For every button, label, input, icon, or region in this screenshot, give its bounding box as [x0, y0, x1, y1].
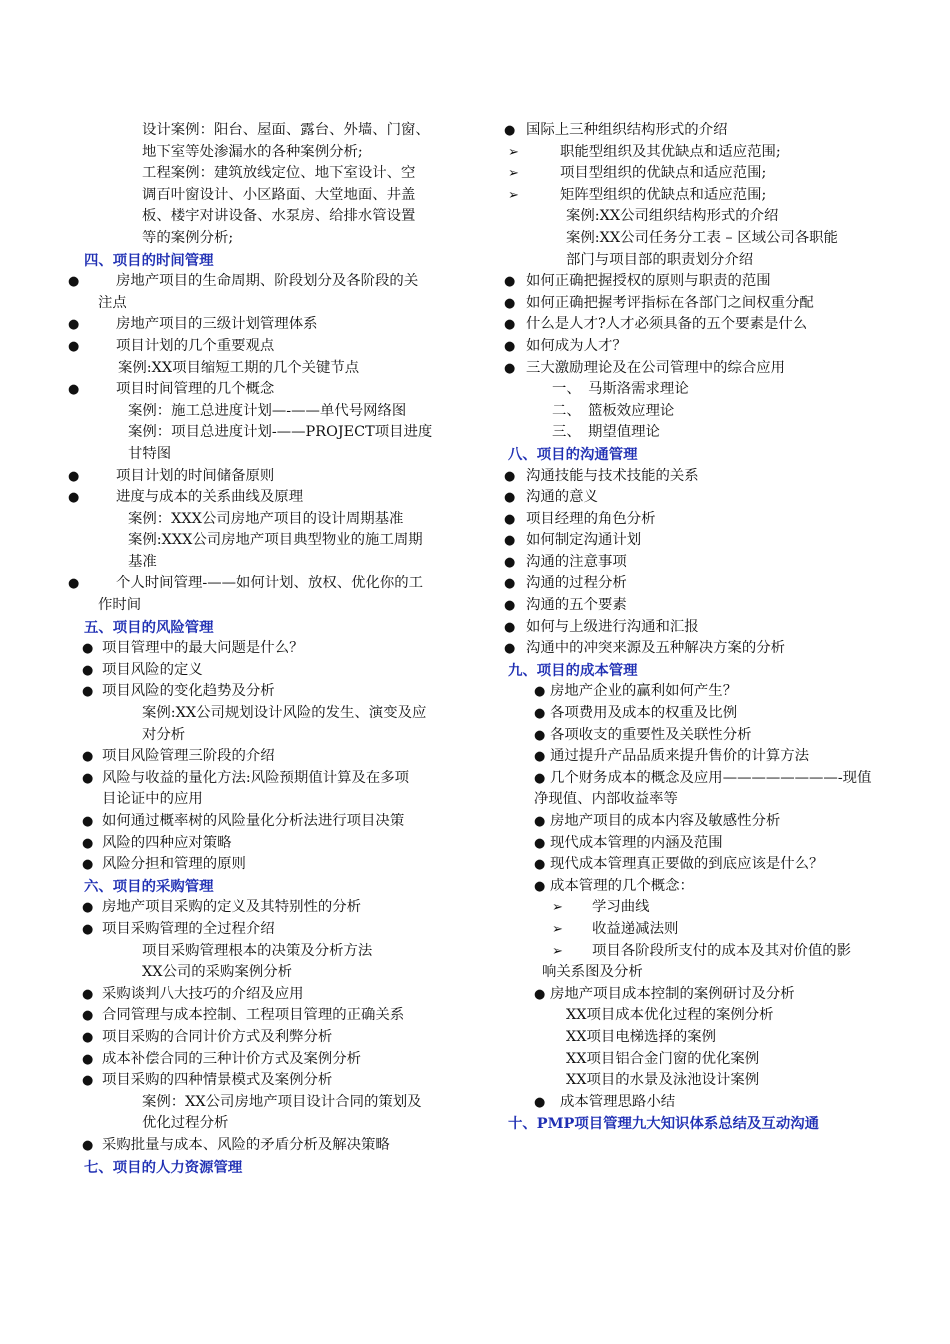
line-text: 房地产企业的赢利如何产生？	[550, 683, 738, 700]
outline-line	[504, 250, 894, 272]
bullet-dot-icon: ●	[534, 878, 546, 894]
line-text: 板、楼宇对讲设备、水泵房、给排水管设置	[142, 208, 416, 225]
line-text: 房地产项目的三级计划管理体系	[116, 316, 318, 333]
arrow-bullet-icon: ➢	[508, 187, 519, 203]
outline-line	[64, 530, 464, 552]
line-text: 设计案例：阳台、屋面、露台、外墙、门窗、	[142, 122, 430, 138]
outline-line	[504, 487, 894, 509]
bullet-dot-icon: ●	[534, 749, 546, 765]
line-text: 案例:XX公司组织结构形式的介绍	[566, 208, 779, 225]
outline-line	[504, 573, 894, 595]
outline-line	[64, 466, 464, 488]
bullet-dot-icon: ●	[82, 814, 94, 829]
bullet-dot-icon: ●	[82, 1008, 94, 1024]
outline-line	[64, 163, 464, 185]
line-text: XX项目铝合金门窗的优化案例	[566, 1050, 760, 1067]
line-text: 三、 期望值理论	[552, 424, 660, 441]
line-text: 基准	[128, 553, 157, 570]
outline-line	[64, 854, 464, 876]
line-text: 净现值、内部收益率等	[534, 791, 678, 808]
outline-line	[504, 1027, 894, 1049]
line-text: 学习曲线	[592, 899, 650, 916]
outline-line	[64, 703, 464, 725]
bullet-dot-icon: ●	[534, 814, 546, 829]
line-text: 作时间	[98, 597, 142, 614]
outline-line	[64, 509, 464, 531]
outline-line	[64, 314, 464, 336]
line-text: 房地产项目成本控制的案例研讨及分析	[550, 985, 795, 1002]
line-text: 十、PMP项目管理九大知识体系总结及互动沟通	[508, 1115, 819, 1133]
bullet-dot-icon: ●	[68, 468, 80, 484]
section-heading	[64, 1157, 464, 1179]
outline-line	[64, 919, 464, 941]
bullet-dot-icon: ●	[504, 554, 516, 570]
outline-line	[504, 811, 894, 833]
line-text: 如何正确把握考评指标在各部门之间权重分配	[526, 294, 814, 311]
line-text: 沟通的注意事项	[526, 553, 627, 570]
section-heading	[64, 617, 464, 639]
outline-line	[64, 984, 464, 1006]
arrow-bullet-icon: ➢	[508, 166, 519, 182]
outline-line	[504, 854, 894, 876]
line-text: 沟通中的冲突来源及五种解决方案的分析	[526, 640, 786, 657]
line-text: XX公司的采购案例分析	[142, 964, 293, 981]
bullet-dot-icon: ●	[82, 1137, 94, 1153]
line-text: 部门与项目部的职责划分介绍	[566, 251, 754, 268]
outline-line	[64, 962, 464, 984]
line-text: 案例:XX公司规划设计风险的发生、演变及应	[142, 705, 427, 722]
outline-line	[504, 206, 894, 228]
bullet-dot-icon: ●	[534, 986, 546, 1002]
line-text: 国际上三种组织结构形式的介绍	[526, 122, 728, 138]
outline-line	[504, 984, 894, 1006]
line-text: 项目风险管理三阶段的介绍	[102, 748, 275, 765]
bullet-dot-icon: ●	[82, 749, 94, 765]
outline-line	[504, 833, 894, 855]
line-text: 响关系图及分析	[542, 964, 643, 981]
bullet-dot-icon: ●	[504, 619, 516, 635]
outline-line	[504, 703, 894, 725]
line-text: 五、项目的风险管理	[84, 618, 214, 636]
outline-line	[64, 660, 464, 682]
bullet-dot-icon: ●	[504, 490, 516, 506]
bullet-dot-icon: ●	[534, 706, 546, 722]
line-text: XX项目成本优化过程的案例分析	[566, 1007, 774, 1024]
outline-line	[64, 206, 464, 228]
outline-line	[504, 919, 894, 941]
outline-line	[504, 466, 894, 488]
bullet-dot-icon: ●	[68, 576, 80, 592]
outline-line	[504, 379, 894, 401]
outline-line	[64, 487, 464, 509]
bullet-dot-icon: ●	[504, 338, 516, 354]
line-text: 沟通的过程分析	[526, 575, 627, 592]
line-text: 如何与上级进行沟通和汇报	[526, 618, 699, 635]
outline-line	[64, 1135, 464, 1157]
outline-line	[504, 1005, 894, 1027]
line-text: 九、项目的成本管理	[508, 661, 638, 679]
line-text: 地下室等处渗漏水的各种案例分析;	[142, 143, 363, 160]
line-text: 进度与成本的关系曲线及原理	[116, 489, 304, 506]
bullet-dot-icon: ●	[82, 1029, 94, 1045]
bullet-dot-icon: ●	[504, 295, 516, 311]
line-text: 如何通过概率树的风险量化分析法进行项目决策	[102, 813, 405, 829]
line-text: 通过提升产品品质来提升售价的计算方法	[550, 748, 810, 765]
bullet-dot-icon: ●	[504, 317, 516, 333]
line-text: 一、 马斯洛需求理论	[552, 381, 689, 398]
outline-line	[64, 1005, 464, 1027]
outline-line	[64, 941, 464, 963]
line-text: 风险的四种应对策略	[102, 834, 232, 851]
outline-line	[504, 789, 894, 811]
outline-line	[504, 1049, 894, 1071]
line-text: 采购谈判八大技巧的介绍及应用	[102, 985, 304, 1002]
outline-line	[504, 876, 894, 898]
section-heading	[504, 1113, 894, 1135]
line-text: 如何成为人才？	[526, 337, 627, 354]
bullet-dot-icon: ●	[68, 274, 80, 290]
outline-line	[504, 314, 894, 336]
outline-line	[504, 595, 894, 617]
line-text: 项目计划的时间储备原则	[116, 467, 275, 484]
outline-line	[504, 552, 894, 574]
bullet-dot-icon: ●	[504, 468, 516, 484]
outline-line	[504, 768, 894, 790]
outline-line	[64, 293, 464, 315]
line-text: 项目型组织的优缺点和适应范围;	[560, 165, 767, 182]
outline-line	[64, 552, 464, 574]
outline-line	[64, 185, 464, 207]
outline-line	[504, 120, 894, 142]
outline-line	[64, 358, 464, 380]
line-text: 各项费用及成本的权重及比例	[550, 705, 738, 722]
bullet-dot-icon: ●	[82, 900, 94, 916]
bullet-dot-icon: ●	[504, 598, 516, 614]
bullet-dot-icon: ●	[82, 986, 94, 1002]
arrow-bullet-icon: ➢	[552, 921, 563, 937]
outline-line	[504, 638, 894, 660]
bullet-dot-icon: ●	[68, 338, 80, 354]
outline-line	[64, 789, 464, 811]
line-text: 三大激励理论及在公司管理中的综合应用	[526, 359, 786, 376]
outline-line	[504, 962, 894, 984]
section-heading	[64, 250, 464, 272]
line-text: 六、项目的采购管理	[84, 877, 214, 895]
line-text: 合同管理与成本控制、工程项目管理的正确关系	[102, 1007, 405, 1024]
bullet-dot-icon: ●	[82, 641, 94, 657]
bullet-dot-icon: ●	[534, 857, 546, 873]
line-text: 采购批量与成本、风险的矛盾分析及解决策略	[102, 1136, 390, 1153]
outline-line	[504, 336, 894, 358]
outline-line	[64, 595, 464, 617]
bullet-dot-icon: ●	[534, 835, 546, 851]
outline-line	[64, 422, 464, 444]
line-text: 房地产项目的生命周期、阶段划分及各阶段的关	[116, 273, 419, 290]
outline-line	[504, 271, 894, 293]
outline-line	[64, 1113, 464, 1135]
line-text: 优化过程分析	[142, 1115, 229, 1132]
outline-line	[64, 120, 464, 142]
outline-line	[64, 833, 464, 855]
section-heading	[64, 876, 464, 898]
line-text: 目论证中的应用	[102, 791, 203, 808]
line-text: 项目采购的合同计价方式及利弊分析	[102, 1028, 333, 1045]
line-text: 沟通的意义	[526, 489, 598, 506]
line-text: 案例：施工总进度计划—-——单代号网络图	[128, 402, 407, 419]
outline-line	[64, 444, 464, 466]
outline-line	[504, 681, 894, 703]
bullet-dot-icon: ●	[82, 770, 94, 786]
bullet-dot-icon: ●	[534, 1094, 546, 1110]
line-text: 项目管理中的最大问题是什么？	[102, 640, 304, 657]
bullet-dot-icon: ●	[504, 274, 516, 290]
outline-line	[64, 336, 464, 358]
outline-line	[64, 1049, 464, 1071]
outline-line	[64, 638, 464, 660]
line-text: 风险与收益的量化方法:风险预期值计算及在多项	[102, 769, 410, 786]
bullet-dot-icon: ●	[504, 576, 516, 592]
bullet-dot-icon: ●	[82, 1073, 94, 1089]
line-text: 房地产项目采购的定义及其特别性的分析	[102, 899, 362, 916]
outline-line	[504, 401, 894, 423]
outline-line	[504, 185, 894, 207]
arrow-bullet-icon: ➢	[552, 943, 563, 959]
line-text: 项目风险的定义	[102, 661, 203, 678]
outline-line	[64, 1070, 464, 1092]
bullet-dot-icon: ●	[82, 857, 94, 873]
outline-line	[64, 811, 464, 833]
line-text: 各项收支的重要性及关联性分析	[550, 726, 752, 743]
outline-line	[504, 509, 894, 531]
outline-line	[504, 530, 894, 552]
left-column	[64, 120, 464, 1178]
outline-line	[64, 725, 464, 747]
line-text: 案例:XXX公司房地产项目典型物业的施工周期	[128, 532, 423, 549]
line-text: 项目经理的角色分析	[526, 510, 656, 527]
line-text: 现代成本管理真正要做的到底应该是什么？	[550, 856, 824, 873]
line-text: XX项目电梯选择的案例	[566, 1028, 717, 1045]
bullet-dot-icon: ●	[504, 360, 516, 376]
outline-line	[64, 681, 464, 703]
section-heading	[504, 660, 894, 682]
line-text: 项目采购的四种情景模式及案例分析	[102, 1072, 333, 1089]
outline-line	[64, 897, 464, 919]
outline-line	[504, 1070, 894, 1092]
outline-line	[504, 617, 894, 639]
line-text: 职能型组织及其优缺点和适应范围;	[560, 143, 781, 160]
bullet-dot-icon: ●	[504, 123, 516, 138]
bullet-dot-icon: ●	[504, 511, 516, 527]
outline-line	[504, 897, 894, 919]
bullet-dot-icon: ●	[68, 490, 80, 506]
line-text: 对分析	[142, 726, 186, 743]
line-text: 工程案例：建筑放线定位、地下室设计、空	[142, 165, 416, 182]
outline-line	[504, 1092, 894, 1114]
line-text: 八、项目的沟通管理	[508, 445, 638, 463]
bullet-dot-icon: ●	[534, 684, 546, 700]
bullet-dot-icon: ●	[82, 1051, 94, 1067]
bullet-dot-icon: ●	[68, 382, 80, 398]
line-text: 二、 篮板效应理论	[552, 402, 675, 419]
line-text: 项目各阶段所支付的成本及其对价值的影	[592, 942, 852, 959]
bullet-dot-icon: ●	[82, 684, 94, 700]
outline-line	[504, 358, 894, 380]
arrow-bullet-icon: ➢	[508, 144, 519, 160]
line-text: 房地产项目的成本内容及敏感性分析	[550, 813, 781, 829]
outline-line	[64, 271, 464, 293]
outline-line	[504, 293, 894, 315]
bullet-dot-icon: ●	[68, 317, 80, 333]
outline-line	[504, 746, 894, 768]
outline-line	[64, 401, 464, 423]
line-text: 几个财务成本的概念及应用————————-现值	[550, 769, 872, 786]
line-text: 调百叶窗设计、小区路面、大堂地面、井盖	[142, 186, 416, 203]
outline-line	[504, 142, 894, 164]
line-text: 案例:XX公司任务分工表 – 区域公司各职能	[566, 229, 838, 246]
outline-line	[64, 768, 464, 790]
line-text: 个人时间管理-——如何计划、放权、优化你的工	[116, 575, 424, 592]
outline-line	[504, 941, 894, 963]
bullet-dot-icon: ●	[534, 727, 546, 743]
bullet-dot-icon: ●	[82, 662, 94, 678]
outline-line	[504, 228, 894, 250]
line-text: 等的案例分析;	[142, 229, 234, 246]
line-text: 沟通的五个要素	[526, 597, 627, 614]
bullet-dot-icon: ●	[534, 770, 546, 786]
line-text: 如何制定沟通计划	[526, 532, 642, 549]
right-column	[504, 120, 894, 1135]
line-text: 收益递减法则	[592, 920, 679, 937]
line-text: 矩阵型组织的优缺点和适应范围;	[560, 186, 767, 203]
line-text: 沟通技能与技术技能的关系	[526, 467, 699, 484]
line-text: 如何正确把握授权的原则与职责的范围	[526, 273, 771, 290]
line-text: 案例：XX公司房地产项目设计合同的策划及	[142, 1093, 422, 1110]
line-text: 项目时间管理的几个概念	[116, 381, 275, 398]
line-text: XX项目的水景及泳池设计案例	[566, 1072, 760, 1089]
bullet-dot-icon: ●	[82, 835, 94, 851]
line-text: 案例:XX项目缩短工期的几个关键节点	[118, 359, 360, 376]
line-text: 七、项目的人力资源管理	[84, 1158, 243, 1176]
line-text: 四、项目的时间管理	[84, 251, 214, 269]
bullet-dot-icon: ●	[82, 921, 94, 937]
bullet-dot-icon: ●	[504, 533, 516, 549]
arrow-bullet-icon: ➢	[552, 900, 563, 916]
line-text: 风险分担和管理的原则	[102, 856, 246, 873]
outline-line	[64, 573, 464, 595]
outline-line	[64, 228, 464, 250]
line-text: 案例：项目总进度计划-——PROJECT项目进度	[128, 424, 433, 441]
line-text: 成本管理思路小结	[560, 1093, 676, 1110]
outline-line	[64, 746, 464, 768]
line-text: 项目风险的变化趋势及分析	[102, 683, 275, 700]
outline-line	[64, 1027, 464, 1049]
outline-line	[64, 379, 464, 401]
line-text: 什么是人才?人才必须具备的五个要素是什么	[526, 316, 808, 333]
outline-line	[64, 142, 464, 164]
line-text: 项目采购管理的全过程介绍	[102, 920, 275, 937]
line-text: 注点	[98, 294, 127, 311]
bullet-dot-icon: ●	[504, 641, 516, 657]
line-text: 成本补偿合同的三种计价方式及案例分析	[102, 1050, 362, 1067]
line-text: 现代成本管理的内涵及范围	[550, 834, 723, 851]
outline-line	[504, 725, 894, 747]
line-text: 成本管理的几个概念：	[550, 877, 694, 894]
line-text: 项目采购管理根本的决策及分析方法	[142, 942, 373, 959]
line-text: 项目计划的几个重要观点	[116, 337, 275, 354]
outline-line	[64, 1092, 464, 1114]
line-text: 甘特图	[128, 445, 172, 462]
section-heading	[504, 444, 894, 466]
outline-line	[504, 422, 894, 444]
line-text: 案例：XXX公司房地产项目的设计周期基准	[128, 510, 404, 527]
outline-line	[504, 163, 894, 185]
